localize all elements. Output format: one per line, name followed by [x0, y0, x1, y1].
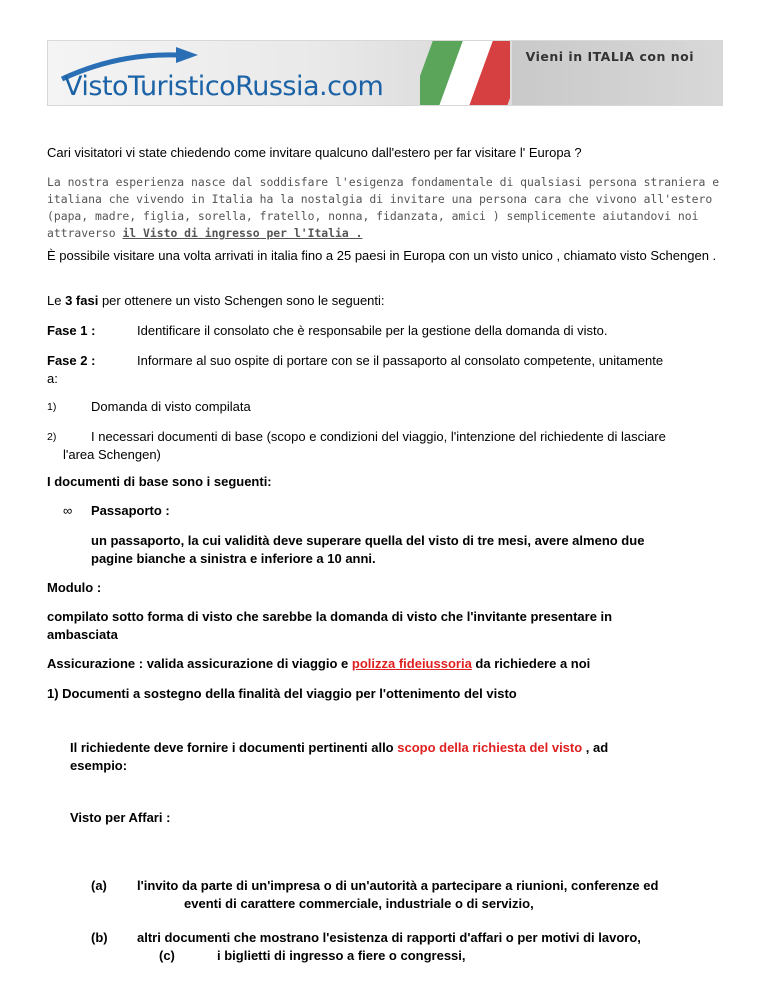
section-1-heading: 1) Documenti a sostegno della finalità del viaggio per l'ottenimento del visto	[47, 686, 517, 701]
italian-flag-graphic	[420, 41, 510, 105]
item-c-label: (c)	[159, 948, 175, 963]
visto-affari-label: Visto per Affari :	[70, 810, 171, 825]
modulo-text-1: compilato sotto forma di visto che sarebbe la domanda di visto che l'invitante presentare in	[47, 609, 613, 624]
assicurazione-text-end: da richiedere a noi	[471, 656, 591, 671]
phases-count: 3 fasi	[65, 293, 99, 308]
passport-text-line-2: pagine bianche a sinistra e inferiore a 10 anni.	[91, 551, 376, 566]
item-1-number: 1)	[47, 401, 57, 413]
item-2-number: 2)	[47, 431, 57, 443]
phases-intro	[47, 292, 727, 310]
document-page	[47, 40, 727, 963]
item-c-text: i biglietti di ingresso a fiere o congressi,	[217, 948, 466, 963]
phase-2-text: Informare al suo ospite di portare con se il passaporto al consolato competente, unitamente	[137, 353, 664, 368]
intro-text: La nostra esperienza nasce dal soddisfare l'esigenza fondamentale di qualsiasi persona straniera e italiana che vivendo in Italia ha la nostalgia di invitare una persona cara che vivono all'estero (papa, madre, figlia, sorella, fratello, nonna, fidanzata, amici ) semplicemente aiutandovi noi attraverso	[47, 175, 720, 240]
richiedente-text: Il richiedente deve fornire i documenti pertinenti allo	[70, 740, 398, 755]
item-b-label: (b)	[91, 930, 108, 945]
assicurazione-text: Assicurazione : valida assicurazione di viaggio e	[47, 656, 352, 671]
intro-paragraph	[47, 174, 727, 242]
richiedente-esempio: esempio:	[70, 758, 128, 773]
intro-question: Cari visitatori vi state chiedendo come invitare qualcuno dall'estero per far visitare l' Europa ?	[47, 145, 582, 160]
documents-heading: I documenti di base sono i seguenti:	[47, 474, 272, 489]
modulo-text-2: ambasciata	[47, 627, 118, 642]
phase-2-label-cont: a:	[47, 371, 58, 386]
richiedente-text-end: , ad	[582, 740, 609, 755]
schengen-info: È possibile visitare una volta arrivati in italia fino a 25 paesi in Europa con un visto unico , chiamato visto Schengen .	[47, 248, 717, 263]
assicurazione-line	[47, 655, 727, 673]
modulo-label: Modulo :	[47, 580, 102, 595]
phase-1-label: Fase 1 :	[47, 323, 96, 338]
numbered-item-2	[47, 428, 727, 464]
phase-2	[47, 352, 727, 388]
item-2-text: I necessari documenti di base (scopo e condizioni del viaggio, l'intenzione del richiedente di lasciare	[91, 429, 666, 444]
item-a-text-cont: eventi di carattere commerciale, industriale o di servizio,	[184, 896, 534, 911]
infinity-bullet-icon: ∞	[63, 503, 73, 518]
phases-intro-text: Le	[47, 293, 66, 308]
visa-link[interactable]: il Visto di ingresso per l'Italia .	[122, 226, 363, 240]
phase-2-label: Fase 2 :	[47, 353, 96, 368]
item-2-text-cont: l'area Schengen)	[63, 447, 161, 462]
phase-1-text: Identificare il consolato che è responsabile per la gestione della domanda di visto.	[137, 323, 608, 338]
header-banner[interactable]	[47, 40, 723, 106]
item-1-text: Domanda di visto compilata	[91, 399, 251, 414]
passport-label: Passaporto :	[91, 503, 170, 518]
phases-intro-text-end: per ottenere un visto Schengen sono le seguenti:	[98, 293, 385, 308]
passport-text-line-1: un passaporto, la cui validità deve superare quella del visto di tre mesi, avere almeno due	[91, 533, 645, 548]
site-logo[interactable]: VistoTuristicoRussia.com	[64, 71, 384, 102]
polizza-link[interactable]: polizza fideiussoria	[351, 656, 472, 671]
item-b-text: altri documenti che mostrano l'esistenza di rapporti d'affari o per motivi di lavoro,	[137, 930, 641, 945]
banner-tagline: Vieni in ITALIA con noi	[525, 49, 694, 64]
item-a-label: (a)	[91, 878, 107, 893]
scopo-highlight: scopo della richiesta del visto	[397, 740, 583, 755]
item-a-text: l'invito da parte di un'impresa o di un'autorità a partecipare a riunioni, conferenze ed	[137, 878, 659, 893]
